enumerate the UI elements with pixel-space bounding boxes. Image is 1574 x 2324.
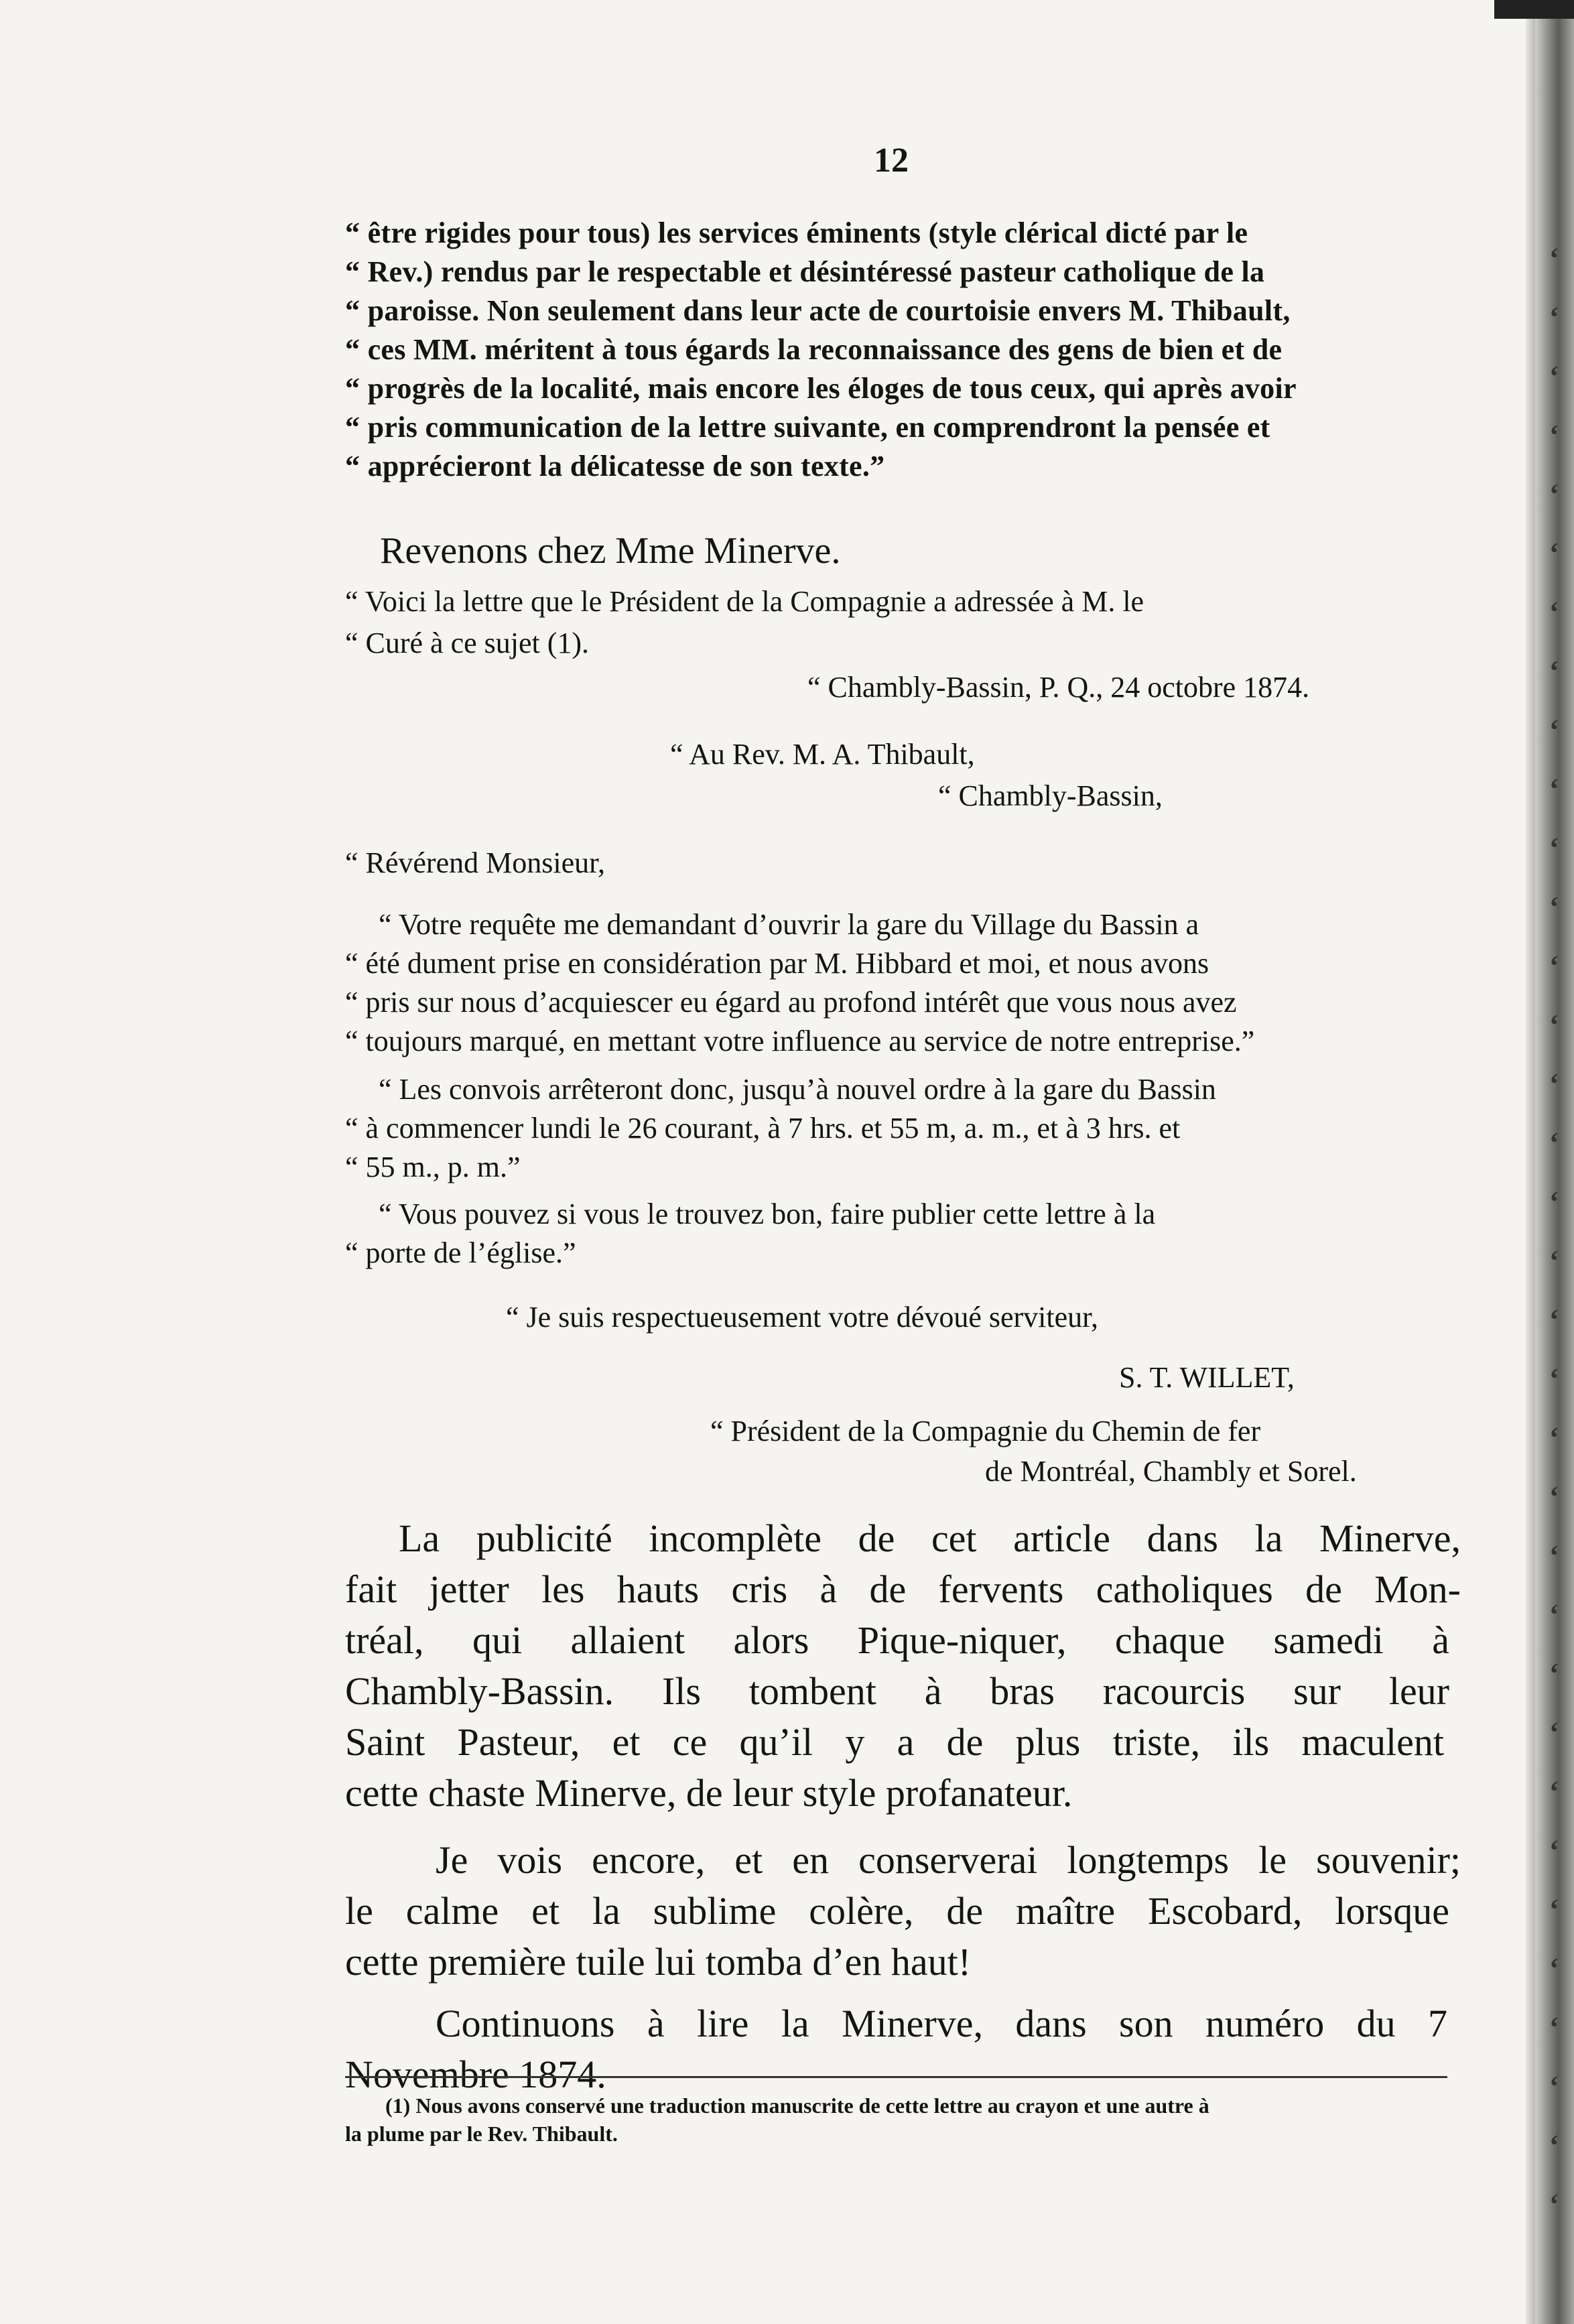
bleed-mark: ‘ bbox=[1549, 1480, 1559, 1513]
bleed-mark: ‘ bbox=[1549, 1009, 1559, 1041]
bleed-mark: ‘ bbox=[1549, 242, 1559, 275]
page-number: 12 bbox=[874, 141, 909, 180]
bleed-mark: ‘ bbox=[1549, 832, 1559, 864]
quote-line: “ paroisse. Non seulement dans leur acte de courtoisie envers M. Thibault, bbox=[345, 294, 1291, 327]
bleed-mark: ‘ bbox=[1549, 1185, 1559, 1218]
bleed-mark: ‘ bbox=[1549, 1303, 1559, 1336]
page-gutter-shadow bbox=[1526, 0, 1535, 2324]
bleed-mark: ‘ bbox=[1549, 1421, 1559, 1454]
bleed-mark: ‘ bbox=[1549, 1244, 1559, 1277]
letter-salutation: “ Révérend Monsieur, bbox=[345, 846, 606, 879]
quote-line: “ apprécieront la délicatesse de son texte.” bbox=[345, 450, 885, 482]
bleed-mark: ‘ bbox=[1549, 360, 1559, 393]
quote-line: “ pris communication de la lettre suivante, en comprendront la pensée et bbox=[345, 411, 1270, 444]
bleed-mark: ‘ bbox=[1549, 419, 1559, 452]
quote-line: “ progrès de la localité, mais encore les éloges de tous ceux, qui après avoir bbox=[345, 372, 1297, 405]
bleed-mark: ‘ bbox=[1549, 596, 1559, 629]
bleed-mark: ‘ bbox=[1549, 714, 1559, 747]
letter-signature: S. T. WILLET, bbox=[1119, 1361, 1295, 1394]
footnote-line: (1) Nous avons conservé une traduction manuscrite de cette lettre au crayon et une autre à bbox=[385, 2093, 1209, 2118]
bleed-mark: ‘ bbox=[1549, 1068, 1559, 1100]
bleed-mark: ‘ bbox=[1549, 655, 1559, 688]
paragraph-line: Je vois encore, et en conserverai longtemps le souvenir; bbox=[436, 1838, 1461, 1882]
quote-line: “ Rev.) rendus par le respectable et désintéressé pasteur catholique de la bbox=[345, 255, 1265, 288]
letter-place-date: “ Chambly-Bassin, P. Q., 24 octobre 1874. bbox=[807, 671, 1310, 704]
letter-body-line: “ pris sur nous d’acquiescer eu égard au profond intérêt que vous nous avez bbox=[345, 986, 1237, 1019]
scan-corner bbox=[1494, 0, 1574, 19]
letter-body-line: “ Les convois arrêteront donc, jusqu’à nouvel ordre à la gare du Bassin bbox=[379, 1073, 1216, 1106]
paragraph-line: fait jetter les hauts cris à de fervents catholiques de Mon- bbox=[345, 1567, 1461, 1611]
letter-addressee: “ Au Rev. M. A. Thibault, bbox=[670, 738, 975, 771]
letter-closing: “ Je suis respectueusement votre dévoué serviteur, bbox=[506, 1301, 1099, 1334]
bleed-mark: ‘ bbox=[1549, 1598, 1559, 1631]
bleed-mark: ‘ bbox=[1549, 1893, 1559, 1926]
letter-signer-title: “ Président de la Compagnie du Chemin de fer bbox=[710, 1415, 1261, 1447]
letter-body-line: “ à commencer lundi le 26 courant, à 7 hrs. et 55 m, a. m., et à 3 hrs. et bbox=[345, 1112, 1181, 1145]
bleed-mark: ‘ bbox=[1549, 1775, 1559, 1808]
bleed-mark: ‘ bbox=[1549, 891, 1559, 923]
bleed-mark: ‘ bbox=[1549, 301, 1559, 334]
letter-body-line: “ porte de l’église.” bbox=[345, 1236, 576, 1269]
paragraph-line: cette chaste Minerve, de leur style profanateur. bbox=[345, 1771, 1073, 1815]
paragraph-line: tréal, qui allaient alors Pique-niquer, chaque samedi à bbox=[345, 1618, 1449, 1662]
quote-line: “ être rigides pour tous) les services éminents (style clérical dicté par le bbox=[345, 216, 1248, 249]
bleed-mark: ‘ bbox=[1549, 1716, 1559, 1749]
bleed-mark: ‘ bbox=[1549, 537, 1559, 570]
bleed-mark: ‘ bbox=[1549, 1834, 1559, 1867]
letter-addressee-place: “ Chambly-Bassin, bbox=[938, 779, 1163, 812]
bleed-mark: ‘ bbox=[1549, 2070, 1559, 2103]
bleed-mark: ‘ bbox=[1549, 2129, 1559, 2162]
intro-line: “ Curé à ce sujet (1). bbox=[345, 627, 590, 659]
paragraph-line: cette première tuile lui tomba d’en haut! bbox=[345, 1940, 972, 1984]
paragraph-line: Chambly-Bassin. Ils tombent à bras racourcis sur leur bbox=[345, 1669, 1449, 1713]
paragraph-line: Continuons à lire la Minerve, dans son numéro du 7 bbox=[436, 2002, 1447, 2045]
footnote-rule bbox=[345, 2076, 1447, 2078]
bleed-mark: ‘ bbox=[1549, 1657, 1559, 1690]
letter-body-line: “ Vous pouvez si vous le trouvez bon, faire publier cette lettre à la bbox=[379, 1198, 1156, 1230]
bleed-mark: ‘ bbox=[1549, 773, 1559, 805]
bleed-mark: ‘ bbox=[1549, 478, 1559, 511]
bleed-mark: ‘ bbox=[1549, 1362, 1559, 1395]
intro-line: “ Voici la lettre que le Président de la Compagnie a adressée à M. le bbox=[345, 585, 1144, 618]
bleed-mark: ‘ bbox=[1549, 1539, 1559, 1572]
letter-body-line: “ 55 m., p. m.” bbox=[345, 1151, 521, 1183]
bleed-mark: ‘ bbox=[1549, 1952, 1559, 1985]
paragraph-line: le calme et la sublime colère, de maître Escobard, lorsque bbox=[345, 1889, 1449, 1933]
footnote-line: la plume par le Rev. Thibault. bbox=[345, 2122, 618, 2146]
letter-body-line: “ été dument prise en considération par M. Hibbard et moi, et nous avons bbox=[345, 947, 1209, 980]
bleed-mark: ‘ bbox=[1549, 1126, 1559, 1159]
paragraph-line: La publicité incomplète de cet article dans la Minerve, bbox=[399, 1516, 1461, 1560]
letter-body-line: “ toujours marqué, en mettant votre influence au service de notre entreprise.” bbox=[345, 1025, 1255, 1057]
letter-signer-title: de Montréal, Chambly et Sorel. bbox=[985, 1455, 1357, 1488]
quote-line: “ ces MM. méritent à tous égards la reconnaissance des gens de bien et de bbox=[345, 333, 1283, 366]
revenons-line: Revenons chez Mme Minerve. bbox=[380, 530, 841, 572]
bleed-mark: ‘ bbox=[1549, 2188, 1559, 2221]
paragraph-line: Novembre 1874. bbox=[345, 2053, 606, 2096]
bleed-mark: ‘ bbox=[1549, 2011, 1559, 2044]
letter-body-line: “ Votre requête me demandant d’ouvrir la gare du Village du Bassin a bbox=[379, 908, 1199, 941]
bleed-mark: ‘ bbox=[1549, 950, 1559, 982]
paragraph-line: Saint Pasteur, et ce qu’il y a de plus triste, ils maculent bbox=[345, 1720, 1444, 1764]
